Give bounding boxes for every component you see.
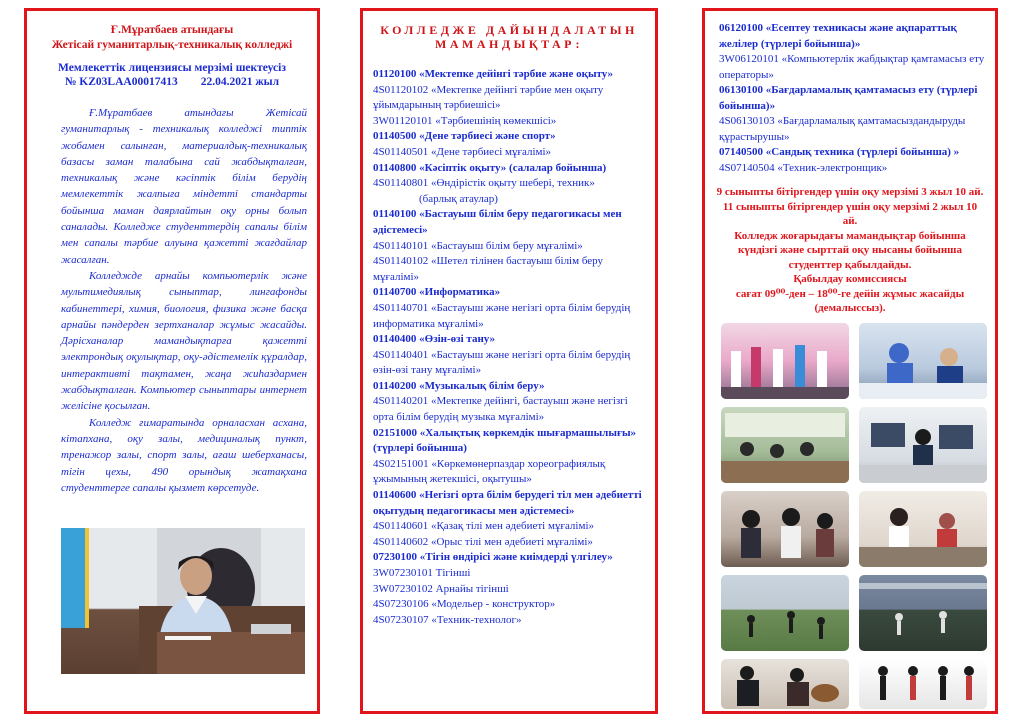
college-title-line2: Жетісай гуманитарлық-техникалық колледжі xyxy=(51,39,293,51)
college-title-line1: Ғ.Мұратбаев атындағы xyxy=(110,24,234,36)
gallery-photo-classroom xyxy=(721,407,849,483)
qualification-item: 4S01140201 «Мектепке дейінгі, бастауыш және негізгі орта білім берудің музыка мұғалімі» xyxy=(373,395,628,424)
specialty-item: 01120100 «Мектепке дейінгі тәрбие және оқыту» xyxy=(373,68,614,80)
gallery-photo-computer-class xyxy=(859,407,987,483)
specialty-item: 01140100 «Бастауыш білім беру педагогикасы мен әдістемесі» xyxy=(373,208,622,236)
qualification-item: 3W07230102 Арнайы тігінші xyxy=(373,582,509,595)
license-line1: Мемлекеттік лицензиясы мерзімі шектеусіз xyxy=(58,62,286,74)
gallery-photo-dance xyxy=(859,659,987,709)
qualification-item: 4S01140701 «Бастауыш және негізгі орта білім берудің информатика мұғалімі» xyxy=(373,301,631,330)
specialty-item: 01140200 «Музыкалық білім беру» xyxy=(373,379,545,392)
gym-photo-illustration xyxy=(859,575,987,651)
qualification-item: 3W01120101 «Тәрбиешінің көмекшісі» xyxy=(373,114,557,127)
specialty-item: 01140600 «Негізгі орта білім берудегі тіл мен әдебиетті оқытудың педагогикасы мен әдістемесі» xyxy=(373,489,642,517)
qualification-item: 4S06130103 «Бағдарламалық қамтамасыздандыруды құрастырушы» xyxy=(719,115,966,143)
qualification-item: 4S01140801 «Өндірістік оқыту шебері, техник» xyxy=(373,177,595,190)
sports-field-photo-illustration xyxy=(721,575,849,651)
qualification-item: 4S01120102 «Мектепке дейінгі тәрбие мен оқыту ұйымдарының тәрбиешісі» xyxy=(373,83,604,112)
qualification-item: 4S01140102 «Шетел тілінен бастауыш білім беру мұғалімі» xyxy=(373,255,604,283)
left-panel xyxy=(24,8,320,714)
specialty-item: 01140700 «Информатика» xyxy=(373,286,501,299)
description-paragraph-1: Ғ.Мұратбаев атындағы Жетісай гуманитарлық - техникалық колледжі типтік жобамен салынған, материалдық-техникалық базасы заман талабына сай жабдықталған, техникалық және кәсіптік білім берудің мемлекеттік жалпыға міндетті стандарты бойынша маман даярлайтын оқу орны болып саналады. Колледже студенттердің сапалы білім мен сапалы тәрбие алуына қажетті жағдайлар жасалған. xyxy=(61,107,307,266)
qualification-item: 4S01140601 «Қазақ тілі мен әдебиеті мұғалімі» xyxy=(373,520,594,533)
specialties-heading-line1: КОЛЛЕДЖЕ ДАЙЫНДАЛАТЫН xyxy=(380,23,638,37)
gallery-photo-music xyxy=(721,659,849,709)
qualification-note: (барлық атаулар) xyxy=(419,192,498,205)
director-photo-illustration xyxy=(61,528,305,674)
qualification-item: 4S01140401 «Бастауыш және негізгі орта білім берудің өзін-өзі тану мұғалімі» xyxy=(373,348,631,377)
right-panel xyxy=(702,8,998,714)
celebration-photo-illustration xyxy=(721,323,849,399)
license-info xyxy=(27,61,317,89)
computer-class-photo-illustration xyxy=(859,407,987,483)
college-title xyxy=(27,23,317,53)
qualification-item: 4S01140602 «Орыс тілі мен әдебиеті мұғалімі» xyxy=(373,535,593,548)
qualification-item: 4S02151001 «Көркемөнерпаздар хореографиялық ұжымының жетекшісі, оқытушы» xyxy=(373,457,606,486)
qualification-item: 4S07140504 «Техник-электронщик» xyxy=(719,161,888,174)
specialty-item: 07140500 «Сандық техника (түрлері бойынша) » xyxy=(719,146,960,158)
specialty-item: 01140400 «Өзін-өзі тану» xyxy=(373,333,496,346)
admission-commission: Қабылдау комиссиясы xyxy=(793,273,907,285)
gallery-photo-teacher-lab xyxy=(859,491,987,567)
gallery-photo-sewing xyxy=(859,323,987,399)
study-period-11: 11 сыныпты бітіргендер үшін оқу мерзімі 2 жыл 10 ай. xyxy=(722,200,978,227)
college-description xyxy=(61,105,307,496)
qualification-item: 3W06120101 «Компьютерлік жабдықтар қамтамасыз ету операторы» xyxy=(719,53,985,81)
specialties-list xyxy=(373,67,649,628)
commission-hours: сағат 09⁰⁰-ден – 18⁰⁰-ге дейін жұмыс жасайды (демалыссыз). xyxy=(735,287,965,314)
gallery-photo-lab xyxy=(721,491,849,567)
sewing-photo-illustration xyxy=(859,323,987,399)
study-period-9: 9 сыныпты бітіргендер үшін оқу мерзімі 3 жыл 10 ай. xyxy=(716,186,984,198)
specialty-item: 02151000 «Халықтық көркемдік шығармашылығы» (түрлері бойынша) xyxy=(373,426,637,455)
description-paragraph-2: Колледжде арнайы компьютерлік және мультимедиялық сыныптар, лингафонды кабинеттері, химия, биология, физика және басқа арнайы пәндерден зертханалар жұмыс жасайды. Дәрісханалар мамандықтарға қажетті электрондық оқулықтар, оқу-әдістемелік құралдар, интерактивті тақтамен, жаңа жиһаздармен жабдықталған. Компьютер сыныптары интернет желісіне қосылған. xyxy=(61,269,307,413)
gallery-photo-gym xyxy=(859,575,987,651)
specialty-item: 01140800 «Кәсіптік оқыту» (салалар бойынша) xyxy=(373,161,607,174)
specialty-item: 07230100 «Тігін өндірісі және киімдерді үлгілеу» xyxy=(373,551,613,564)
director-photo xyxy=(61,528,305,674)
lab-photo-illustration xyxy=(721,491,849,567)
specialty-item: 06120100 «Есептеу техникасы және ақпараттық желілер (түрлері бойынша)» xyxy=(719,22,957,50)
qualification-item: 4S07230106 «Модельер - конструктор» xyxy=(373,598,556,611)
specialties-list-continued xyxy=(719,21,987,176)
specialties-heading xyxy=(363,23,655,51)
teacher-lab-photo-illustration xyxy=(859,491,987,567)
music-photo-illustration xyxy=(721,659,849,709)
description-paragraph-3: Колледж ғимаратында орналасхан асхана, кітапхана, оқу залы, медициналық пункт, тренажор залы, спорт залы, ағаш шеберханасы, тігін цехы, 490 орындық жатақхана студенттерге сапалы қызмет көрсетуде. xyxy=(61,416,307,494)
specialties-heading-line2: МАМАНДЫҚТАР: xyxy=(435,37,583,51)
license-line2: № KZ03LAA00017413 22.04.2021 жыл xyxy=(64,76,280,88)
classroom-photo-illustration xyxy=(721,407,849,483)
specialty-item: 06130100 «Бағдарламалық қамтамасыз ету (түрлері бойынша)» xyxy=(719,84,978,112)
middle-panel xyxy=(360,8,658,714)
qualification-item: 4S01140501 «Дене тәрбиесі мұғалімі» xyxy=(373,145,552,158)
dance-photo-illustration xyxy=(859,659,987,709)
admission-forms: Колледж жоғарыдағы мамандықтар бойынша күндізгі және сырттай оқу нысаны бойынша студенттер қабылдайды. xyxy=(734,229,966,271)
qualification-item: 3W07230101 Тігінші xyxy=(373,567,471,579)
gallery-photo-celebration xyxy=(721,323,849,399)
qualification-item: 4S07230107 «Техник-технолог» xyxy=(373,613,522,626)
admission-info xyxy=(715,185,985,316)
qualification-item: 4S01140101 «Бастауыш білім беру мұғалімі» xyxy=(373,239,583,252)
specialty-item: 01140500 «Дене тәрбиесі және спорт» xyxy=(373,130,556,143)
gallery-photo-sports-field xyxy=(721,575,849,651)
